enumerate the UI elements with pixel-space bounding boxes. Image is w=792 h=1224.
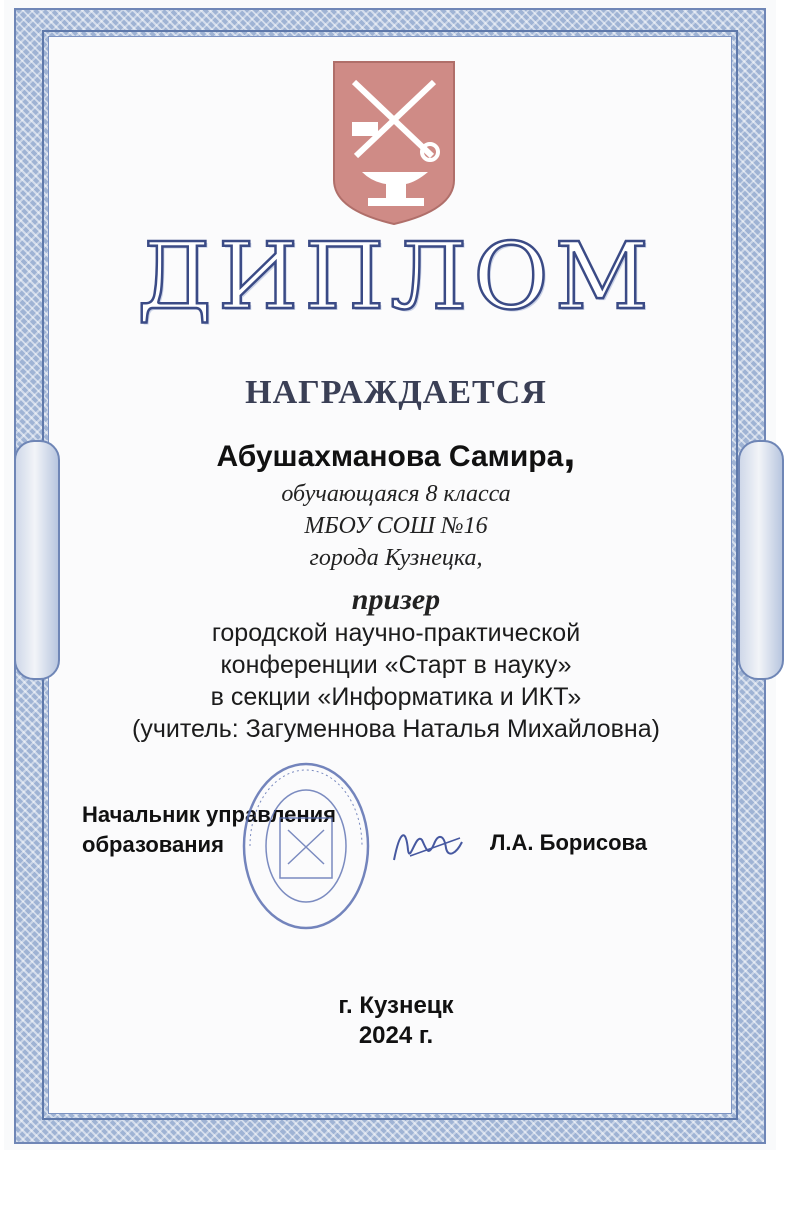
signer-position-line-1: Начальник управления <box>82 802 337 827</box>
recipient-name-line <box>0 427 792 476</box>
diploma-title: ДИПЛОМ <box>137 223 655 330</box>
recipient-name: Абушахманова Самира <box>216 440 564 473</box>
signer-position-line-2: образования <box>82 832 224 857</box>
event-line-1: городской научно-практической <box>211 619 581 647</box>
issue-year: 2024 г. <box>358 1022 434 1049</box>
signer-name: Л.А. Борисова <box>490 830 648 855</box>
official-stamp-icon <box>240 760 372 932</box>
recipient-comma: , <box>563 427 576 476</box>
issue-city: г. Кузнецк <box>338 992 454 1019</box>
recipient-city: города Кузнецка, <box>309 545 483 571</box>
awarded-label: НАГРАЖДАЕТСЯ <box>245 374 547 411</box>
city-coat-of-arms-icon <box>332 60 456 226</box>
recipient-school: МБОУ СОШ №16 <box>304 513 488 539</box>
event-line-2: конференции «Старт в науку» <box>220 651 572 679</box>
award-status: призер <box>351 583 441 616</box>
event-line-3: в секции «Информатика и ИКТ» <box>210 683 582 711</box>
event-line-4: (учитель: Загуменнова Наталья Михайловна) <box>132 715 660 743</box>
handwritten-signature-icon <box>390 820 470 870</box>
recipient-grade: обучающаяся 8 класса <box>281 481 511 507</box>
